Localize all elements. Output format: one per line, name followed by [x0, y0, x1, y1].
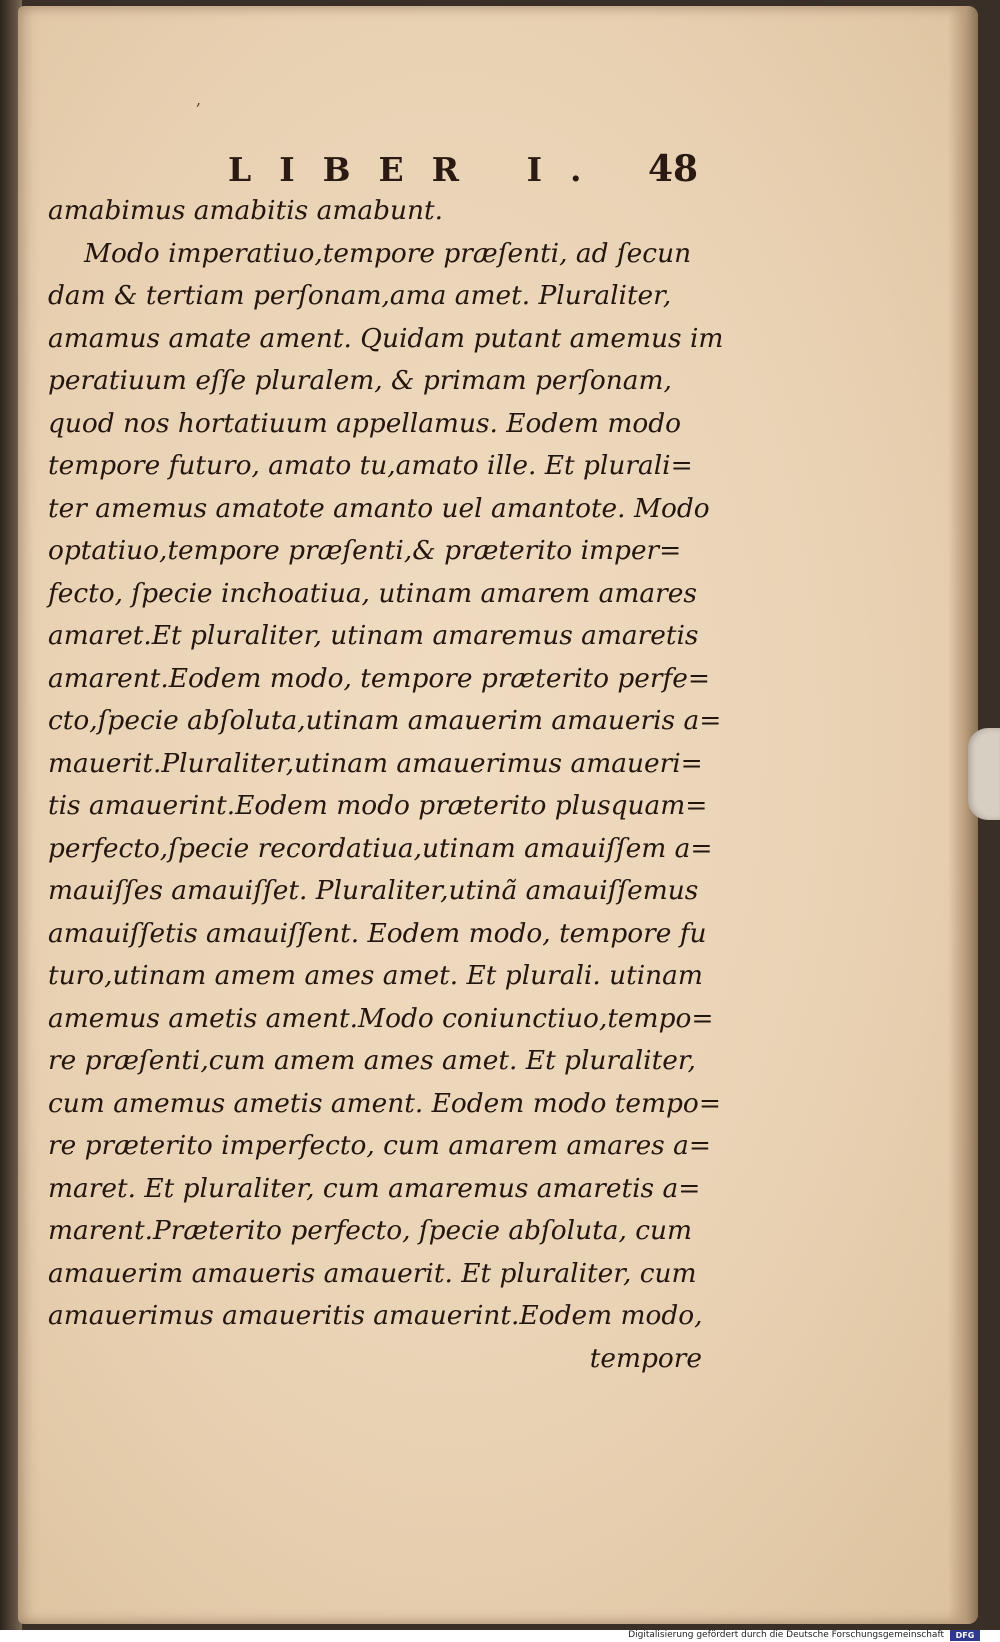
text-line: amauerimus amaueritis amauerint.Eodem modo,	[48, 1300, 703, 1331]
catchword: tempore	[589, 1342, 702, 1374]
page-edge	[948, 6, 978, 1624]
text-line: quod nos hortatiuum appellamus. Eodem modo	[48, 407, 682, 439]
text-line: optatiuo,tempore præſenti,& præterito imper=	[48, 535, 682, 566]
text-line: dam & tertiam perſonam,ama amet. Pluraliter,	[48, 280, 672, 311]
bookmark-tab	[968, 728, 1000, 820]
text-line: amauerim amaueris amauerit. Et pluraliter, cum	[48, 1257, 697, 1289]
text-line: amamus amate ament. Quidam putant amemus im	[48, 322, 724, 354]
text-line: maret. Et pluraliter, cum amaremus amaretis a=	[48, 1172, 701, 1204]
text-line: tis amauerint.Eodem modo præterito plusquam=	[48, 790, 708, 821]
text-line: mauiſſes amauiſſet. Pluraliter,utinã amauiſſemus	[48, 875, 699, 906]
text-line: amemus ametis ament.Modo coniunctiuo,tempo=	[48, 1002, 714, 1034]
ink-mark: ,	[196, 90, 202, 109]
dfg-logo: DFG	[950, 1630, 980, 1641]
text-line: turo,utinam amem ames amet. Et plurali. utinam	[48, 960, 703, 991]
text-line: cto,ſpecie abſoluta,utinam amauerim amaueris a=	[48, 705, 722, 736]
funding-credit: Digitalisierung gefördert durch die Deutsche Forschungsgemeinschaft	[628, 1630, 944, 1640]
page-number: 48	[648, 148, 699, 190]
text-line: amauiſſetis amauiſſent. Eodem modo, tempore fu	[48, 917, 707, 949]
text-line: fecto, ſpecie inchoatiua, utinam amarem amares	[48, 577, 697, 609]
text-line: amabimus amabitis amabunt.	[48, 195, 443, 226]
digitization-footer	[0, 1630, 1000, 1642]
text-line: Modo imperatiuo,tempore præſenti, ad ſecun	[84, 237, 692, 269]
text-line: re præterito imperfecto, cum amarem amares a=	[48, 1130, 711, 1161]
running-header	[228, 144, 728, 196]
text-line: marent.Præterito perfecto, ſpecie abſoluta, cum	[48, 1215, 693, 1246]
book-page	[18, 6, 978, 1624]
text-line: perfecto,ſpecie recordatiua,utinam amauiſſem a=	[48, 832, 713, 864]
running-title: LIBER I.	[228, 150, 610, 189]
text-line: tempore futuro, amato tu,amato ille. Et plurali=	[48, 450, 693, 481]
text-line: ter amemus amatote amanto uel amantote. Modo	[48, 492, 710, 524]
text-line: peratiuum eſſe pluralem, & primam perſonam,	[48, 365, 672, 396]
text-line: mauerit.Pluraliter,utinam amauerimus amaueri=	[48, 747, 703, 779]
text-line: cum amemus ametis ament. Eodem modo tempo=	[48, 1087, 721, 1119]
text-line: re præſenti,cum amem ames amet. Et pluraliter,	[48, 1045, 696, 1076]
body-text	[48, 190, 724, 1380]
text-line: amaret.Et pluraliter, utinam amaremus amaretis	[48, 620, 699, 651]
text-line: amarent.Eodem modo, tempore præterito perfe=	[48, 662, 711, 694]
